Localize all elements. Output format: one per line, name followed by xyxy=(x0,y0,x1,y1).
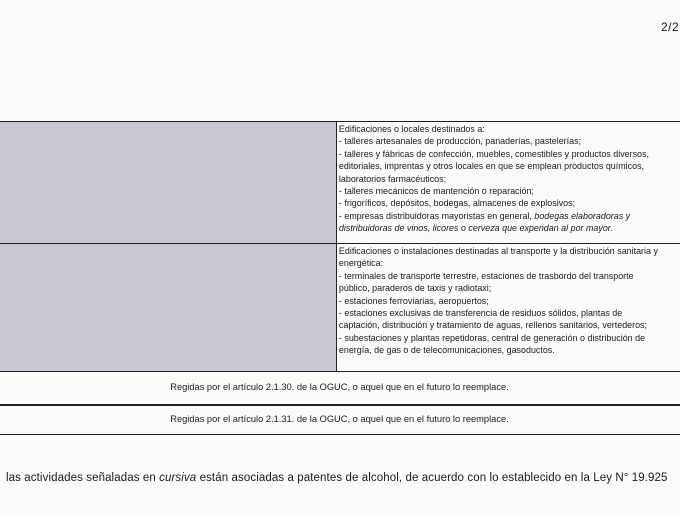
cell-line xyxy=(339,282,680,294)
cell-line-text: - talleres y fábricas de confección, muebles, comestibles y productos diversos, xyxy=(338,148,649,159)
cell-line xyxy=(339,344,680,356)
cell-line xyxy=(339,307,680,319)
cell-line xyxy=(339,173,680,185)
cell-line xyxy=(339,197,680,209)
cell-line-text: Edificaciones o locales destinados a: xyxy=(338,124,485,134)
cell-line xyxy=(339,295,680,307)
cell-line xyxy=(339,245,680,257)
cell-line xyxy=(339,160,680,172)
regulation-row-2-1-30: Regidas por el artículo 2.1.30. de la OGUC, o aquel que en el futuro lo reemplace. xyxy=(0,372,680,405)
cell-line-text: laboratorios farmacéuticos; xyxy=(338,173,447,184)
cell-line xyxy=(339,123,680,135)
cell-line-text: - frigoríficos, depósitos, bodegas, almacenes de explosivos; xyxy=(338,198,576,209)
cell-line-italic: bodegas elaboradoras y xyxy=(534,210,631,221)
cell-line-text: editoriales, imprentas y otros locales en que se emplean productos químicos, xyxy=(338,161,645,172)
regulation-row-2-1-31: Regidas por el artículo 2.1.31. de la OGUC, o aquel que en el futuro lo reemplace. xyxy=(0,405,680,435)
shaded-cell xyxy=(0,244,337,371)
shaded-cell xyxy=(0,122,337,243)
cell-line-text: Edificaciones o instalaciones destinadas al transporte y la distribución sanitaria y xyxy=(338,246,658,256)
cell-line-text: - empresas distribuidoras mayoristas en general, xyxy=(338,210,535,221)
footnote-text-end: están asociadas a patentes de alcohol, de acuerdo con lo establecido en la Ley N° 19.925 xyxy=(196,472,668,484)
cell-line-text: - estaciones ferroviarias, aeropuertos; xyxy=(338,295,489,306)
cell-line xyxy=(339,319,680,331)
footnote-text: las actividades señaladas en xyxy=(6,472,160,484)
cell-line xyxy=(339,257,680,269)
cell-line-text: - subestaciones y plantas repetidoras, central de generación o distribución de xyxy=(338,332,646,343)
cell-line xyxy=(339,332,680,344)
cell-line-text: energética: xyxy=(338,258,384,269)
cell-line-text: - talleres artesanales de producción, panaderías, pastelerías; xyxy=(338,136,582,147)
cell-line xyxy=(339,135,680,147)
cell-line xyxy=(339,148,680,160)
footnote-italic: cursiva xyxy=(159,472,197,484)
cell-line-italic: distribuidoras de vinos, licores o cerveza que expendan al por mayor. xyxy=(338,223,613,234)
page-number: 2/2 xyxy=(661,20,680,34)
cell-line xyxy=(339,222,680,234)
row-text xyxy=(337,244,680,371)
table-row-workshops xyxy=(0,122,680,244)
cell-line xyxy=(339,210,680,222)
cell-line-text: captación, distribución y tratamiento de aguas, rellenos sanitarios, vertederos; xyxy=(338,320,648,331)
cell-line-text: - talleres mecánicos de mantención o reparación; xyxy=(338,186,534,197)
cell-line-text: - terminales de transporte terrestre, estaciones de trasbordo del transporte xyxy=(338,270,634,281)
row-text xyxy=(337,122,680,243)
cell-line xyxy=(339,270,680,282)
table-row-transport xyxy=(0,244,680,372)
land-use-table xyxy=(0,121,680,372)
cell-line-text: - estaciones exclusivas de transferencia de residuos sólidos, plantas de xyxy=(338,308,623,319)
footnote xyxy=(6,472,668,484)
cell-line-text: energía, de gas o de telecomunicaciones, gasoductos. xyxy=(338,345,555,356)
cell-line xyxy=(339,185,680,197)
cell-line-text: público, paraderos de taxis y radiotaxi; xyxy=(338,283,492,294)
